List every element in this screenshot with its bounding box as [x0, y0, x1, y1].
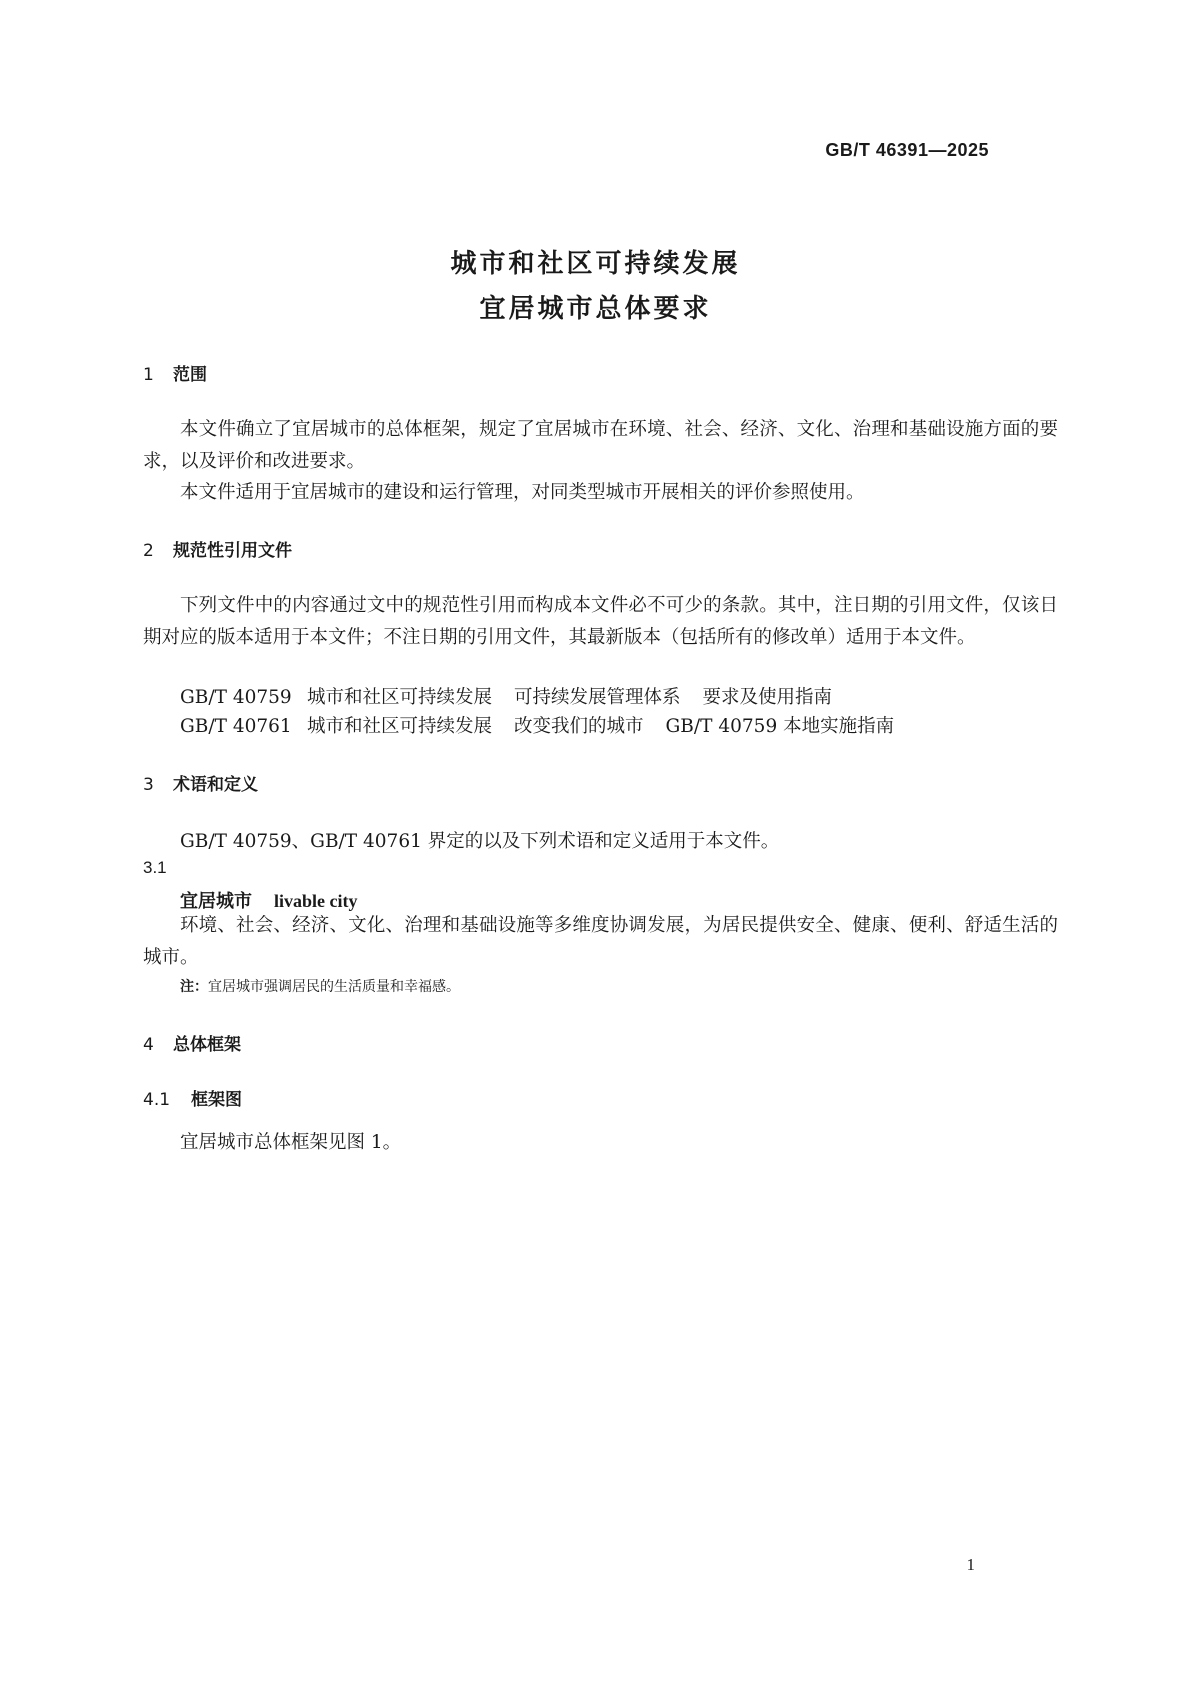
reference-title-part: 可持续发展管理体系 [514, 687, 681, 708]
section-1-paragraph-2: 本文件适用于宜居城市的建设和运行管理，对同类型城市开展相关的评价参照使用。 [180, 482, 865, 503]
reference-item [180, 712, 894, 738]
section-4-1-heading [143, 1085, 242, 1110]
section-3-heading [143, 770, 258, 795]
section-title: 规范性引用文件 [173, 541, 292, 561]
note-label: 注： [180, 979, 208, 995]
reference-title-part: 要求及使用指南 [702, 687, 833, 708]
reference-title-part: 城市和社区可持续发展 [307, 716, 493, 737]
subsection-title: 框架图 [191, 1090, 242, 1110]
section-number: 3 [143, 775, 154, 795]
document-title-line1: 城市和社区可持续发展 [450, 249, 741, 279]
section-4-1-paragraph: 宜居城市总体框架见图 1。 [180, 1132, 402, 1153]
section-4-heading [143, 1030, 241, 1055]
section-2-paragraph-1: 下列文件中的内容通过文中的规范性引用而构成本文件必不可少的条款。其中，注日期的引用文件，仅该日期对应的版本适用于本文件；不注日期的引用文件，其最新版本（包括所有的修改单）适用于本文件。 [143, 595, 1058, 648]
term-name-en: livable city [274, 891, 358, 911]
note-text: 宜居城市强调居民的生活质量和幸福感。 [208, 979, 460, 995]
document-title-line2: 宜居城市总体要求 [479, 294, 712, 324]
section-title: 范围 [173, 365, 207, 385]
reference-code: GB/T 40761 [180, 716, 292, 737]
subsection-number: 4.1 [143, 1090, 171, 1110]
section-1-heading [143, 360, 207, 385]
reference-title-part: GB/T 40759 本地实施指南 [665, 716, 895, 737]
term-number: 3.1 [143, 858, 167, 877]
section-number: 2 [143, 541, 154, 561]
section-number: 1 [143, 365, 154, 385]
section-title: 术语和定义 [173, 775, 258, 795]
reference-title-part: 城市和社区可持续发展 [307, 687, 493, 708]
section-1-paragraph-1: 本文件确立了宜居城市的总体框架，规定了宜居城市在环境、社会、经济、文化、治理和基础设施方面的要求，以及评价和改进要求。 [143, 419, 1058, 472]
term-definition: 环境、社会、经济、文化、治理和基础设施等多维度协调发展，为居民提供安全、健康、便利、舒适生活的城市。 [143, 915, 1058, 968]
standard-code: GB/T 46391—2025 [825, 140, 989, 160]
term-name-zh: 宜居城市 [180, 891, 252, 912]
section-number: 4 [143, 1035, 154, 1055]
section-2-heading [143, 536, 292, 561]
reference-code: GB/T 40759 [180, 687, 292, 708]
section-title: 总体框架 [173, 1035, 241, 1055]
reference-title-part: 改变我们的城市 [514, 716, 644, 737]
section-3-paragraph-1: GB/T 40759、GB/T 40761 界定的以及下列术语和定义适用于本文件。 [180, 831, 780, 852]
page-number: 1 [966, 1555, 975, 1574]
reference-item [180, 683, 832, 709]
term-note [180, 976, 460, 996]
